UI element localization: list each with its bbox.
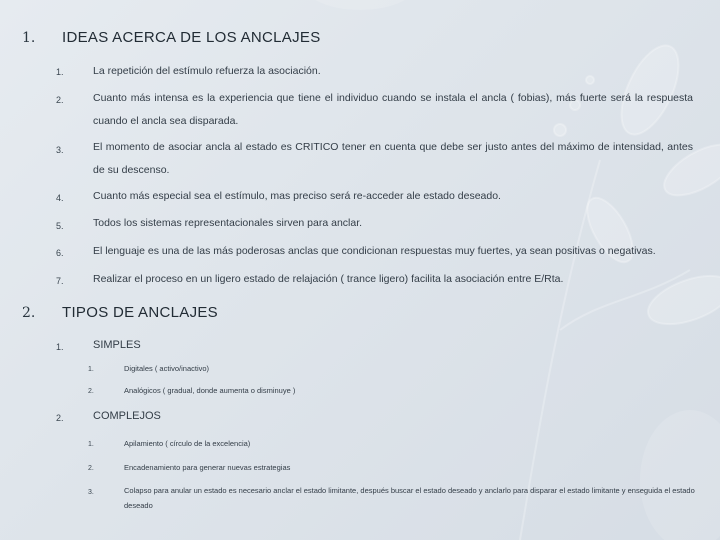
list-item: La repetición del estímulo refuerza la asociación.: [93, 65, 321, 77]
section-number: 1.: [22, 30, 36, 46]
sub-item-number: 2.: [88, 465, 94, 472]
list-item: El momento de asociar ancla al estado es CRITICO tener en cuenta que debe ser justo antes del máximo de intensidad, antes de su descenso.: [93, 141, 693, 176]
sub-item-number: 3.: [88, 489, 94, 496]
sub-item-number: 2.: [88, 388, 94, 395]
group-number: 1.: [56, 342, 64, 352]
sub-list-item: Apilamiento ( círculo de la excelencia): [124, 439, 251, 448]
list-item: Realizar el proceso en un ligero estado de relajación ( trance ligero) facilita la asociación entre E/Rta.: [93, 273, 564, 285]
list-item: Cuanto más intensa es la experiencia que tiene el individuo cuando se instala el ancla ( fobias), más fuerte será la respuesta cuando el ancla sea disparada.: [93, 92, 693, 127]
item-number: 5.: [56, 221, 64, 231]
sub-list-item: Colapso para anular un estado es necesario anclar el estado limitante, después buscar el estado deseado y anclarlo para disparar el estado limitante y enseguida el estado deseado: [124, 486, 695, 510]
list-item: El lenguaje es una de las más poderosas anclas que condicionan respuestas muy fuertes, ya sean positivas o negativas.: [93, 245, 656, 257]
item-number: 1.: [56, 67, 64, 77]
item-number: 7.: [56, 276, 64, 286]
list-item: Todos los sistemas representacionales sirven para anclar.: [93, 217, 363, 229]
list-item: Cuanto más especial sea el estímulo, mas preciso será re-acceder ale estado deseado.: [93, 190, 501, 202]
sub-item-number: 1.: [88, 441, 94, 448]
sub-list-item: Digitales ( activo/inactivo): [124, 364, 210, 373]
group-title: SIMPLES: [93, 339, 141, 351]
section-title: IDEAS ACERCA DE LOS ANCLAJES: [62, 29, 321, 46]
sub-list-item: Analógicos ( gradual, donde aumenta o disminuye ): [124, 386, 296, 395]
section-title: TIPOS DE ANCLAJES: [62, 304, 218, 321]
item-number: 4.: [56, 193, 64, 203]
section-number: 2.: [22, 305, 36, 321]
group-number: 2.: [56, 413, 64, 423]
item-number: 3.: [56, 145, 64, 155]
sub-list-item: Encadenamiento para generar nuevas estrategias: [124, 463, 291, 472]
item-number: 6.: [56, 248, 64, 258]
sub-item-number: 1.: [88, 366, 94, 373]
item-number: 2.: [56, 95, 64, 105]
group-title: COMPLEJOS: [93, 410, 161, 422]
